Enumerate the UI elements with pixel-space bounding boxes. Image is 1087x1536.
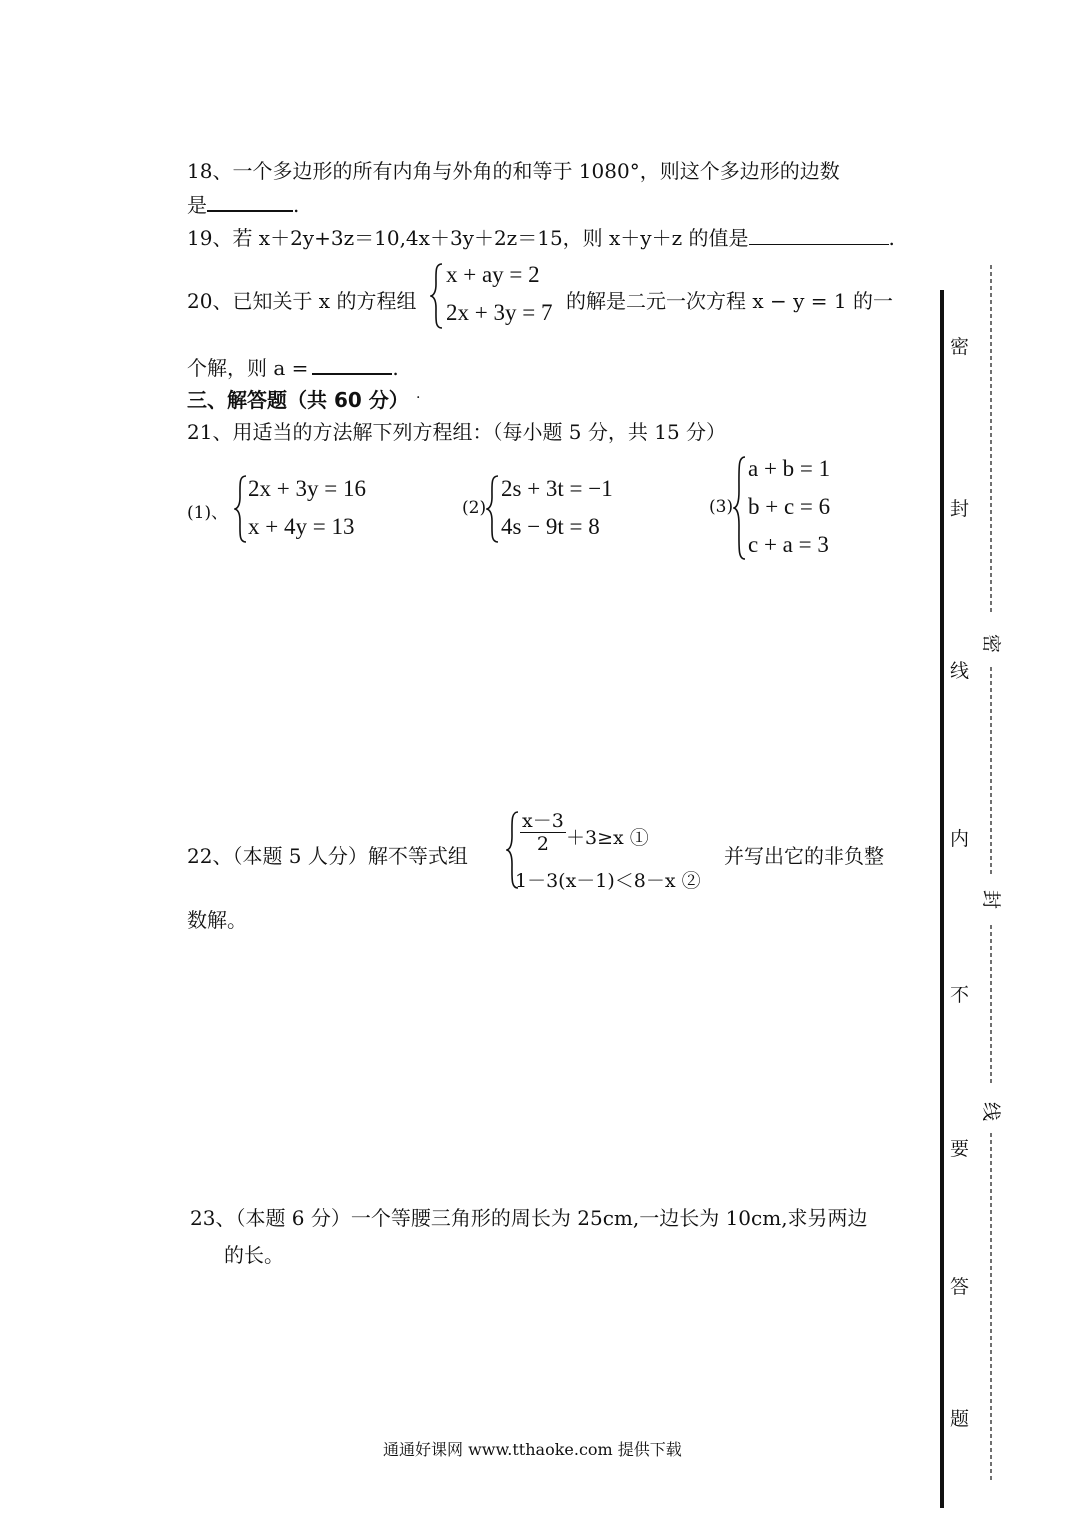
seal-outer-feng: 封 <box>980 889 1003 910</box>
q21-p3-brace <box>733 455 747 561</box>
q20-eq1: x + ay = 2 <box>446 262 540 287</box>
q21-p3-eq2: b + c = 6 <box>748 494 831 519</box>
q21-p1-brace <box>234 474 248 544</box>
q18-answer-blank[interactable] <box>207 192 293 212</box>
q22-suffix: 并写出它的非负整 <box>724 844 884 868</box>
q23-line2: 的长。 <box>224 1243 284 1267</box>
seal-solid-line <box>940 290 944 1508</box>
q21-p3-eq3: c + a = 3 <box>748 532 829 557</box>
q18-line2 <box>187 189 299 218</box>
seal-char-ti: 题 <box>950 1408 970 1430</box>
q18-line2-prefix: 是 <box>187 193 207 217</box>
q22-fraction <box>520 810 566 855</box>
q19-prefix: 19、若 x＋2y+3z＝10,4x＋3y＋2z＝15，则 x＋y＋z 的值是 <box>187 226 749 250</box>
q20-answer-blank[interactable] <box>312 355 392 375</box>
q20-prefix: 20、已知关于 x 的方程组 <box>187 289 417 313</box>
q23-line1: 23、（本题 6 分）一个等腰三角形的周长为 25cm,一边长为 10cm,求另两边 <box>190 1206 868 1230</box>
q18-line1: 18、一个多边形的所有内角与外角的和等于 1080°，则这个多边形的边数 <box>187 159 840 183</box>
q21-p1-label: (1)、 <box>187 503 229 523</box>
seal-char-yao: 要 <box>950 1138 970 1160</box>
seal-char-da: 答 <box>950 1276 970 1298</box>
q20-brace <box>430 262 444 330</box>
q22-ineq2: 1－3(x－1)＜8－x ② <box>515 870 701 892</box>
q21-p3-label: (3) <box>709 497 734 517</box>
q21-p1-eq1: 2x + 3y = 16 <box>248 476 366 501</box>
seal-char-mi: 密 <box>950 336 970 358</box>
q21-p3-eq1: a + b = 1 <box>748 456 831 481</box>
q19-suffix: . <box>888 226 895 250</box>
seal-outer-xian: 线 <box>980 1101 1003 1122</box>
q22-prefix: 22、（本题 5 人分）解不等式组 <box>187 844 468 868</box>
q22-frac-den: 2 <box>536 833 549 855</box>
section3-dot: . <box>416 386 421 402</box>
q20-eq2: 2x + 3y = 7 <box>446 300 553 325</box>
q21-p2-eq2: 4s − 9t = 8 <box>501 514 600 539</box>
seal-char-nei: 内 <box>950 828 970 850</box>
q20-line2-suffix: . <box>392 356 399 380</box>
seal-char-xian: 线 <box>950 660 970 682</box>
section3-heading: 三、解答题（共 60 分） <box>187 388 409 412</box>
q22-frac-num: x－3 <box>522 810 564 832</box>
q21-p1-eq2: x + 4y = 13 <box>248 514 355 539</box>
q19-answer-blank[interactable] <box>749 226 889 245</box>
q20-line2-prefix: 个解，则 a = <box>187 356 309 380</box>
footer-text: 通通好课网 www.tthaoke.com 提供下载 <box>383 1440 682 1459</box>
q21-text: 21、用适当的方法解下列方程组：（每小题 5 分，共 15 分） <box>187 420 727 444</box>
seal-char-bu: 不 <box>950 984 970 1006</box>
q21-p2-label: (2) <box>462 498 487 518</box>
q20-line2 <box>187 352 399 381</box>
seal-dashed-line <box>985 265 997 1480</box>
q22-line2: 数解。 <box>187 908 247 932</box>
q21-p2-eq1: 2s + 3t = −1 <box>501 476 613 501</box>
q22-ineq1-rest: ＋3≥x ① <box>566 827 649 849</box>
seal-outer-mi: 密 <box>980 633 1003 654</box>
q18-line2-suffix: . <box>293 193 300 217</box>
seal-char-feng: 封 <box>950 498 970 520</box>
q21-p2-brace <box>486 474 500 544</box>
q19-line <box>187 222 895 251</box>
q20-middle: 的解是二元一次方程 x − y = 1 的一 <box>566 289 893 313</box>
